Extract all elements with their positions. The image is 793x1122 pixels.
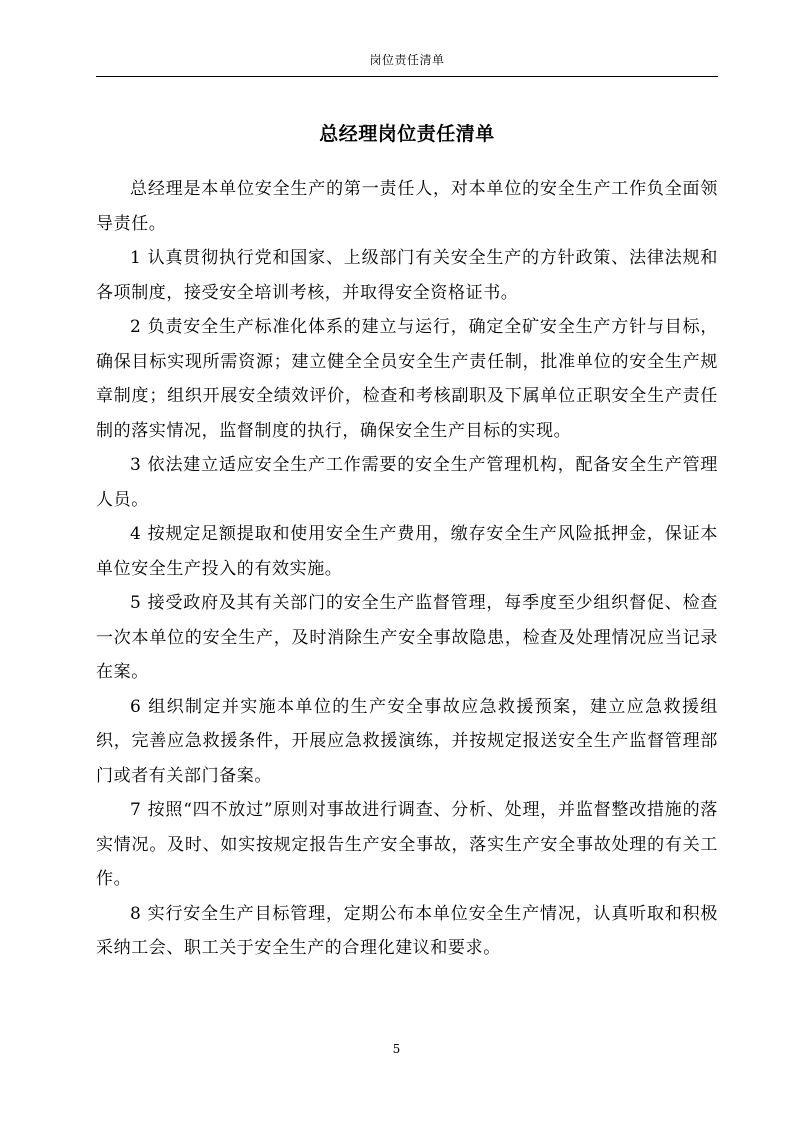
duty-item-8: 8 实行安全生产目标管理，定期公布本单位安全生产情况，认真听取和积极采纳工会、职工关于安全生产的合理化建议和要求。 [96,903,718,958]
duty-item-1: 1 认真贯彻执行党和国家、上级部门有关安全生产的方针政策、法律法规和各项制度，接受安全培训考核，并取得安全资格证书。 [96,248,718,303]
page-header: 岗位责任清单 [96,50,718,77]
page-number: 5 [392,1042,401,1056]
duty-item-2: 2 负责安全生产标准化体系的建立与运行，确定全矿安全生产方针与目标，确保目标实现所需资源；建立健全全员安全生产责任制，批准单位的安全生产规章制度；组织开展安全绩效评价，检查和考核副职及下属单位正职安全生产责任制的落实情况，监督制度的执行，确保安全生产目标的实现。 [96,317,718,441]
document-title: 总经理岗位责任清单 [319,123,495,145]
document-body [96,116,718,966]
duty-item-3: 3 依法建立适应安全生产工作需要的安全生产管理机构，配备安全生产管理人员。 [96,455,718,510]
intro-paragraph: 总经理是本单位安全生产的第一责任人，对本单位的安全生产工作负全面领导责任。 [96,179,718,234]
duty-item-7: 7 按照“四不放过”原则对事故进行调查、分析、处理，并监督整改措施的落实情况。及时、如实按规定报告生产安全事故，落实生产安全事故处理的有关工作。 [96,800,718,889]
duty-item-5: 5 接受政府及其有关部门的安全生产监督管理，每季度至少组织督促、检查一次本单位的安全生产，及时消除生产安全事故隐患，检查及处理情况应当记录在案。 [96,593,718,682]
duty-item-4: 4 按规定足额提取和使用安全生产费用，缴存安全生产风险抵押金，保证本单位安全生产投入的有效实施。 [96,524,718,579]
duty-item-6: 6 组织制定并实施本单位的生产安全事故应急救援预案，建立应急救援组织，完善应急救援条件，开展应急救援演练，并按规定报送安全生产监督管理部门或者有关部门备案。 [96,696,718,786]
